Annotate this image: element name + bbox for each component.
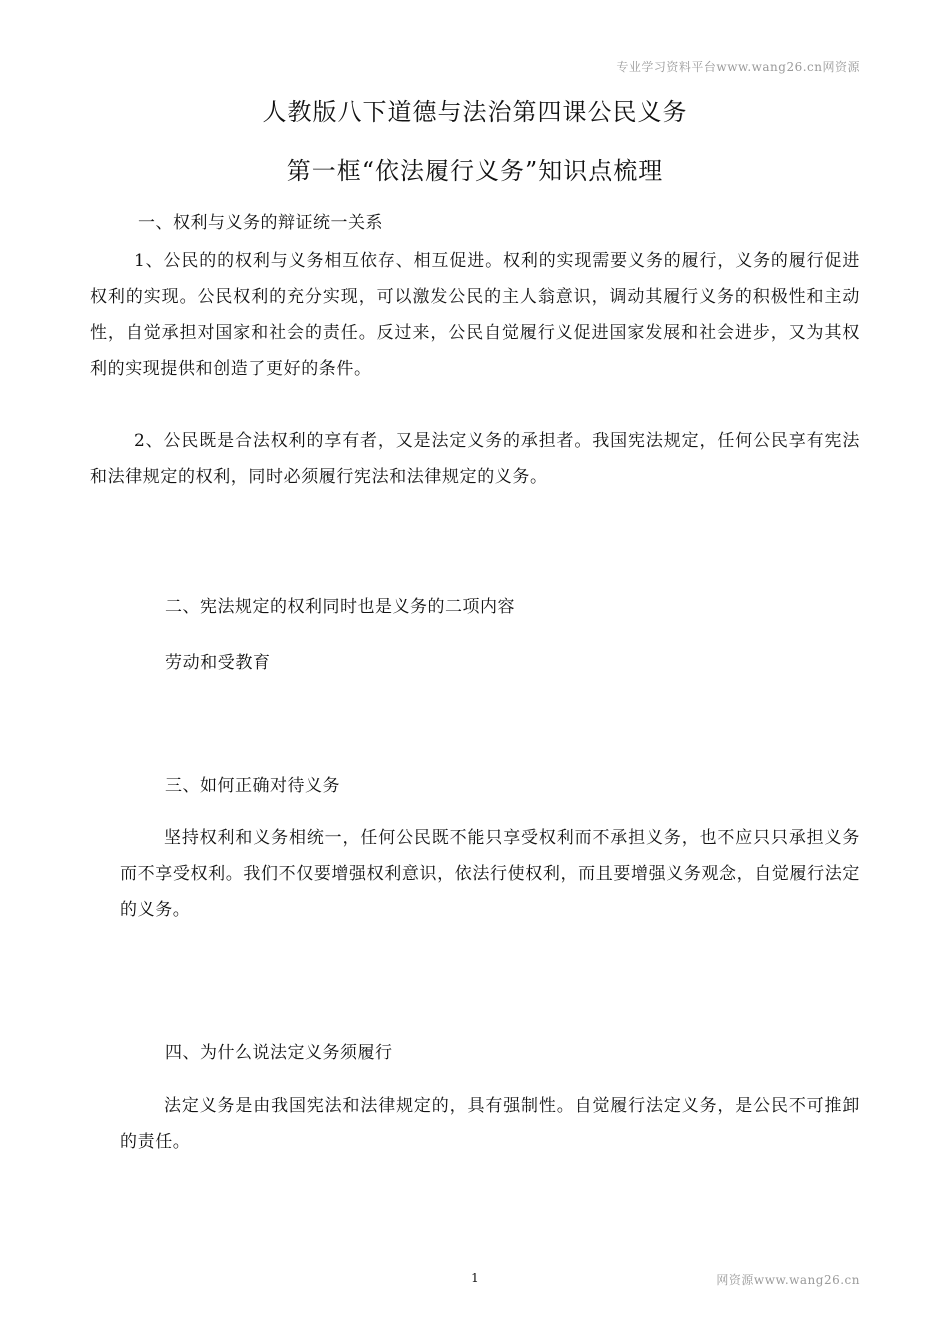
- section-heading-3: 三、如何正确对待义务: [165, 776, 340, 796]
- section-heading-4: 四、为什么说法定义务须履行: [165, 1043, 393, 1063]
- section-1-paragraph-1: 1、公民的的权利与义务相互依存、相互促进。权利的实现需要义务的履行，义务的履行促进权利的实现。公民权利的充分实现，可以激发公民的主人翁意识，调动其履行义务的积极性和主动性，自觉承担对国家和社会的责任。反过来，公民自觉履行义促进国家发展和社会进步，又为其权利的实现提供和创造了更好的条件。: [90, 251, 860, 379]
- section-heading-2: 二、宪法规定的权利同时也是义务的二项内容: [165, 597, 515, 617]
- section-3-paragraph-1: 坚持权利和义务相统一，任何公民既不能只享受权利而不承担义务，也不应只只承担义务而不享受权利。我们不仅要增强权利意识，依法行使权利，而且要增强义务观念，自觉履行法定的义务。: [120, 828, 860, 920]
- document-title: 人教版八下道德与法治第四课公民义务: [262, 98, 688, 126]
- section-1-paragraph-2: 2、公民既是合法权利的享有者，又是法定义务的承担者。我国宪法规定，任何公民享有宪法和法律规定的权利，同时必须履行宪法和法律规定的义务。: [90, 431, 860, 487]
- section-2-paragraph-1: 劳动和受教育: [165, 653, 271, 673]
- document-subtitle: 第一框“依法履行义务”知识点梳理: [286, 157, 664, 185]
- section-4-paragraph-1: 法定义务是由我国宪法和法律规定的，具有强制性。自觉履行法定义务，是公民不可推卸的责任。: [120, 1096, 860, 1152]
- page-number: 1: [471, 1271, 479, 1285]
- section-heading-1: 一、权利与义务的辩证统一关系: [138, 213, 383, 233]
- header-watermark: 专业学习资料平台www.wang26.cn网资源: [616, 60, 860, 74]
- footer-watermark: 网资源www.wang26.cn: [716, 1273, 860, 1287]
